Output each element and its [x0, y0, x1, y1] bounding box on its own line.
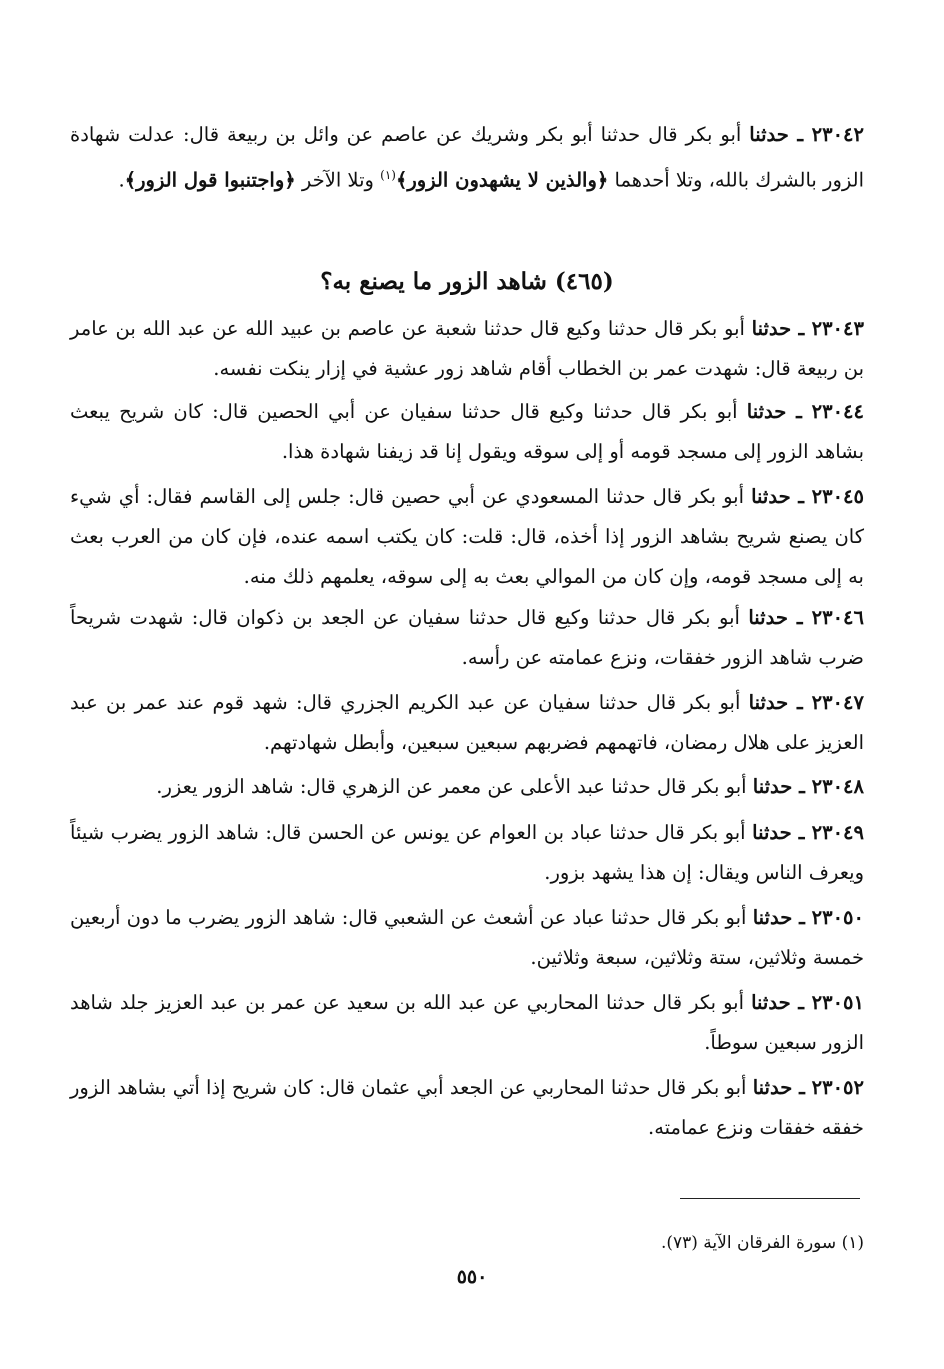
- hadith-23050: [70, 898, 864, 978]
- lead-word: حدثنا: [751, 317, 792, 340]
- hadith-number: ٢٣٠٥٢: [811, 1076, 865, 1099]
- lead-word: حدثنا: [752, 775, 793, 798]
- hadith-23052: [70, 1068, 864, 1148]
- hadith-23051: [70, 983, 864, 1063]
- footnote: (١) سورة الفرقان الآية (٧٣).: [660, 1233, 864, 1253]
- separator: ـ: [788, 123, 812, 146]
- hadith-number: ٢٣٠٥٠: [811, 906, 865, 929]
- quran-quote-2: ﴿واجتنبوا قول الزور﴾: [124, 168, 296, 192]
- hadith-text: أبو بكر قال حدثنا وكيع قال حدثنا سفيان عن أبي الحصين قال: كان شريح يبعث بشاهد الزور إلى مسجد قومه أو إلى سوقه ويقول إنا قد زيفنا شهادة هذا.: [70, 400, 864, 463]
- lead-word: حدثنا: [746, 400, 787, 423]
- hadith-text: أبو بكر قال حدثنا أبو بكر وشريك عن عاصم عن وائل بن ربيعة قال: عدلت شهادة الزور بالشرك بالله، وتلا أحدهما: [70, 123, 864, 192]
- hadith-text: أبو بكر قال حدثنا المسعودي عن أبي حصين قال: جلس إلى القاسم فقال: أي شيء كان يصنع شريح بشاهد الزور إذا أخذه، قال: قلت: كان يكتب اسمه عنده، فإن كان من العرب بعث به إلى مسجد قومه، وإن كان من الموالي بعث به إلى سوقه، يعلمهم ذلك منه.: [70, 485, 864, 588]
- hadith-23045: [70, 477, 864, 597]
- separator: ـ: [786, 400, 812, 423]
- hadith-text: أبو بكر قال حدثنا عبد الأعلى عن معمر عن الزهري قال: شاهد الزور يعزر.: [156, 775, 753, 798]
- hadith-text: أبو بكر قال حدثنا عباد بن العوام عن يونس عن الحسن قال: شاهد الزور يضرب شيئاً ويعرف الناس ويقال: إن هذا يشهد بزور.: [70, 821, 864, 884]
- hadith-text: أبو بكر قال حدثنا وكيع قال حدثنا سفيان عن الجعد بن ذكوان قال: شهدت شريحاً ضرب شاهد الزور خفقات، ونزع عمامته عن رأسه.: [70, 606, 864, 669]
- page-number: ٥٥٠: [456, 1266, 488, 1288]
- lead-word: حدثنا: [752, 906, 793, 929]
- lead-word: حدثنا: [751, 485, 791, 508]
- separator: ـ: [790, 991, 812, 1014]
- hadith-number: ٢٣٠٤٦: [811, 606, 864, 629]
- separator: ـ: [788, 691, 812, 714]
- hadith-text-end: .: [118, 168, 125, 192]
- hadith-text: أبو بكر قال حدثنا المحاربي عن الجعد أبي عثمان قال: كان شريح إذا أتي بشاهد الزور خفقه خفقات ونزع عمامته.: [70, 1076, 864, 1139]
- hadith-23049: [70, 813, 864, 893]
- separator: ـ: [787, 606, 812, 629]
- hadith-number: ٢٣٠٤٤: [811, 400, 864, 423]
- footnote-divider: [680, 1198, 860, 1199]
- separator: ـ: [792, 906, 812, 929]
- hadith-number: ٢٣٠٤٩: [811, 821, 864, 844]
- separator: ـ: [791, 317, 812, 340]
- lead-word: حدثنا: [748, 606, 788, 629]
- chapter-heading: (٤٦٥) شاهد الزور ما يصنع به؟: [320, 268, 614, 295]
- lead-word: حدثنا: [751, 991, 791, 1014]
- separator: ـ: [791, 821, 812, 844]
- hadith-23047: [70, 683, 864, 763]
- hadith-text-mid: وتلا الآخر: [295, 168, 381, 192]
- hadith-text: أبو بكر قال حدثنا وكيع قال حدثنا شعبة عن عاصم بن عبيد الله عن عبد الله بن عامر بن ربيعة قال: شهدت عمر بن الخطاب أقام شاهد زور عشية في إزار ينكت نفسه.: [70, 317, 864, 380]
- hadith-23048: [70, 767, 864, 807]
- quran-quote: ﴿والذين لا يشهدون الزور﴾: [395, 168, 609, 192]
- lead-word: حدثنا: [752, 1076, 793, 1099]
- separator: ـ: [790, 485, 812, 508]
- separator: ـ: [792, 1076, 812, 1099]
- lead-word: حدثنا: [748, 691, 789, 714]
- hadith-23043: [70, 309, 864, 389]
- hadith-23042: [70, 115, 864, 201]
- lead-word: حدثنا: [749, 123, 789, 146]
- hadith-number: ٢٣٠٥١: [811, 991, 864, 1014]
- hadith-number: ٢٣٠٤٧: [811, 691, 864, 714]
- hadith-number: ٢٣٠٤٢: [811, 123, 864, 146]
- hadith-23044: [70, 392, 864, 472]
- hadith-number: ٢٣٠٤٥: [811, 485, 864, 508]
- lead-word: حدثنا: [752, 821, 792, 844]
- hadith-text: أبو بكر قال حدثنا عباد عن أشعث عن الشعبي قال: شاهد الزور يضرب ما دون أربعين خمسة وثلاثين، ستة وثلاثين، سبعة وثلاثين.: [70, 906, 864, 969]
- hadith-text: أبو بكر قال حدثنا المحاربي عن عبد الله بن سعيد عن عمر بن عبد العزيز جلد شاهد الزور سبعين سوطاً.: [70, 991, 864, 1054]
- hadith-number: ٢٣٠٤٣: [811, 317, 864, 340]
- hadith-text: أبو بكر قال حدثنا سفيان عن عبد الكريم الجزري قال: شهد قوم عند عمر بن عبد العزيز على هلال رمضان، فاتهمهم فضربهم سبعين سبعين، وأبطل شهادتهم.: [70, 691, 864, 754]
- footnote-marker: (١): [380, 168, 396, 182]
- hadith-23046: [70, 598, 864, 678]
- separator: ـ: [792, 775, 812, 798]
- hadith-number: ٢٣٠٤٨: [811, 775, 864, 798]
